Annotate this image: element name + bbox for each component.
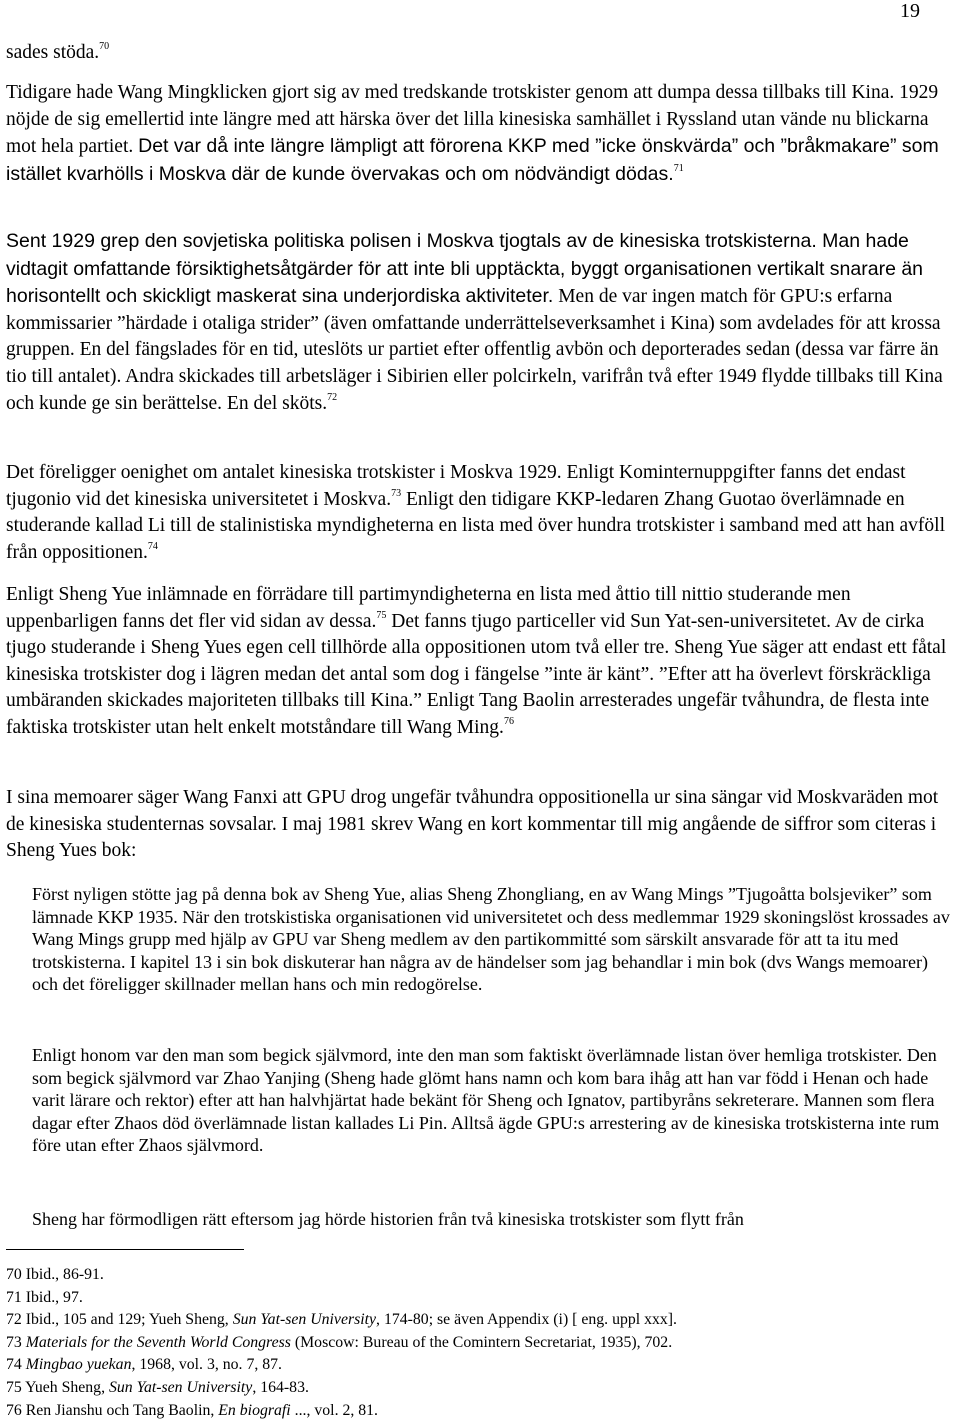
paragraph-4: Det föreligger oenighet om antalet kinesiska trotskister i Moskva 1929. Enligt Kominternuppgifter fanns det endast tjugonio vid det kinesiska universitetet i Moskva.$^{73}$ Enligt den tidigare KKP-ledaren Zhang Guotao överlämnade en studerande kallad Li till de stalinistiska myndigheterna en lista med över hundra trotskister i samband med att han avföll från oppositionen.$^{74}$ <box>6 462 946 563</box>
footnote-ref-72[interactable]: 72 <box>327 391 338 403</box>
footnote-73: 73 Materials for the Seventh World Congress (Moscow: Bureau of the Comintern Secretariat, 1935), 702. <box>6 1333 673 1351</box>
footnote-ref-70[interactable]: 70 <box>99 41 110 52</box>
paragraph-1: sades stöda.$^{70}$ <box>6 41 110 63</box>
footnote-75: 75 Yueh Sheng, Sun Yat-sen University, 164-83. <box>6 1378 309 1396</box>
footnote-ref-76[interactable]: 76 <box>503 715 514 727</box>
footnote-71: 71 Ibid., 97. <box>6 1288 83 1306</box>
block-quote-1: Först nyligen stötte jag på denna bok av Sheng Yue, alias Sheng Zhongliang, en av Wang Mings ”Tjugoåtta bolsjeviker” som lämnade KKP 1935. När den trotskistiska organisationen vid universitetet och dess medlemmar 1929 skoningslöst krossades av Wang Mings grupp med hjälp av GPU var Sheng medlem av den partikommitté som särskilt ansvarade för att ta itu med trotskisterna. I kapitel 13 i sin bok diskuterar han några av de händelser som jag behandlar i min bok (dvs Wangs memoarer) och det föreligger skillnader mellan hans och min redogörelse. <box>32 884 950 994</box>
footnotes <box>6 1264 956 1422</box>
footnote-ref-73[interactable]: 73 <box>391 487 402 499</box>
block-quote-2: Enligt honom var den man som begick självmord, inte den man som faktiskt överlämnade listan över hemliga trotskister. Den som begick självmord var Zhao Yanjing (Sheng hade glömt hans namn och kom bara ihåg att han var född i Henan och hade varit lärare och rektor) efter att han halvhjärtat hade bekänt för Sheng och Ignatov, partibyråns sekreterare. Mannen som flera dagar efter Zhaos död överlämnade listan kallades Li Pin. Alltså ägde GPU:s arrestering av de kinesiska trotskisterna inte rum före utan efter Zhaos självmord. <box>32 1045 940 1155</box>
footnote-72: 72 Ibid., 105 and 129; Yueh Sheng, Sun Yat-sen University, 174-80; se även Appendix (i) [ eng. uppl xxx]. <box>6 1311 678 1329</box>
footnote-70: 70 Ibid., 86-91. <box>6 1266 104 1283</box>
footnote-ref-74[interactable]: 74 <box>147 540 158 552</box>
paragraph-6: I sina memoarer säger Wang Fanxi att GPU drog ungefär tvåhundra oppositionella ur sina sängar vid Moskvaräden mot de kinesiska studenternas sovsalar. I maj 1981 skrev Wang en kort kommentar till mig angående de siffror som citeras i Sheng Yues bok: <box>6 787 939 862</box>
paragraph-2: Tidigare hade Wang Mingklicken gjort sig av med tredskande trotskister genom att dumpa dessa tillbaks till Kina. 1929 nöjde de sig emellertid inte längre med att härska över det lilla kinesiska samhället i Ryssland utan vände nu blickarna mot hela partiet. Det var då inte längre lämpligt att förorena KKP med ”icke önskvärda” och ”bråkmakare” som istället kvarhölls i Moskva där de kunde övervakas och om nödvändigt dödas.$^{71}$ <box>6 82 939 185</box>
footnote-76: 76 Ren Jianshu och Tang Baolin, En biografi ..., vol. 2, 81. <box>6 1401 379 1419</box>
paragraph-3: Sent 1929 grep den sovjetiska politiska polisen i Moskva tjogtals av de kinesiska trotskisterna. Man hade vidtagit omfattande försiktighetsåtgärder för att inte bli upptäckta, byggt organisationen vertikalt snarare än horisontellt och skickligt maskerat sina underjordiska aktiviteter. Men de var ingen match för GPU:s erfarna kommissarier ”härdade i otaliga strider” (även omfattande underrättelseverksamhet i Kina) som avdelades för att krossa gruppen. En del fängslades för en tid, uteslöts ur partiet efter offentlig avbön och deporterades sedan (dessa var färre än tio till antalet). Andra skickades till arbetsläger i Sibirien eller polcirkeln, varifrån två efter 1949 flydde tillbaks till Kina och kunde ge sin berättelse. En del sköts.$^{72}$ <box>6 230 943 414</box>
footnote-separator <box>6 1249 244 1250</box>
footnote-ref-75[interactable]: 75 <box>376 609 387 621</box>
paragraph-5: Enligt Sheng Yue inlämnade en förrädare till partimyndigheterna en lista med åttio till nittio studerande men uppenbarligen fanns det fler vid sidan av dessa.$^{75}$ Det fanns tjugo particeller vid Sun Yat-sen-universitetet. Av de cirka tjugo studerande i Sheng Yues egen cell tillhörde alla oppositionen utom två eller tre. Sheng Yue säger att endast ett fåtal kinesiska trotskister dog i lägren medan det antal som dog i fängelse ”inte är känt”. ”Efter att ha överlevt förskräckliga umbäranden skickades majoriteten tillbaks till Kina.” Enligt Tang Baolin arresterades ungefär tvåhundra, de flesta inte faktiska trotskister utan helt enkelt motståndare till Wang Ming.$^{76}$ <box>6 584 947 738</box>
page-number: 19 <box>900 0 920 22</box>
footnote-74: 74 Mingbao yuekan, 1968, vol. 3, no. 7, 87. <box>6 1356 282 1374</box>
block-quote-3: Sheng har förmodligen rätt eftersom jag hörde historien från två kinesiska trotskister som flytt från <box>32 1209 744 1229</box>
footnote-ref-71[interactable]: 71 <box>673 162 684 174</box>
